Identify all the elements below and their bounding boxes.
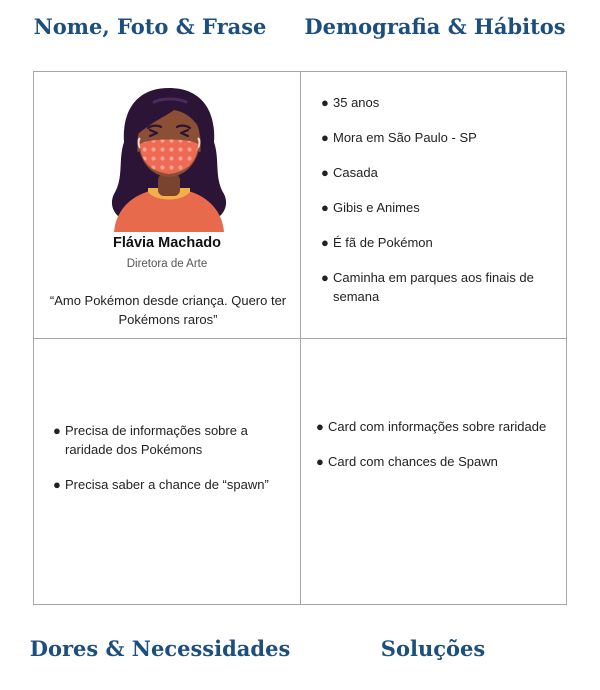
bullet-icon: ● [316,454,324,469]
solutions-list [316,417,556,487]
persona-quote: “Amo Pokémon desde criança. Quero ter Pokémons raros” [49,293,287,327]
cell-solutions [301,339,567,605]
persona-avatar [104,82,234,232]
bullet-icon: ● [321,200,329,215]
bullet-icon: ● [53,477,61,492]
list-item: ● Card com informações sobre raridade [316,419,547,434]
cell-name-photo-quote [34,72,300,338]
heading-pains-needs: Dores & Necessidades [29,636,291,661]
persona-role: Diretora de Arte [126,258,208,270]
bullet-icon: ● [53,423,61,438]
list-item: ● Mora em São Paulo - SP [321,130,477,145]
bullet-icon: ● [321,95,329,110]
bullet-icon: ● [321,165,329,180]
list-item: ● Gibis e Animes [321,200,420,215]
bullet-icon: ● [321,235,329,250]
list-item: ● Precisa de informações sobre a raridade dos Pokémons [53,423,248,457]
cell-pains-needs [34,339,300,605]
list-item: ● Precisa saber a chance de “spawn” [53,477,269,492]
list-item: ● 35 anos [321,95,380,110]
bullet-icon: ● [321,130,329,145]
list-item: ● É fã de Pokémon [321,235,433,250]
pains-list [53,421,293,510]
heading-name-photo-quote: Nome, Foto & Frase [33,14,267,39]
persona-name: Flávia Machado [113,235,221,251]
list-item: ● Caminha em parques aos finais de semana [321,270,534,304]
heading-demographics-habits: Demografia & Hábitos [304,14,566,39]
list-item: ● Card com chances de Spawn [316,454,498,469]
cell-demographics-habits [301,72,567,338]
list-item: ● Casada [321,165,378,180]
bullet-icon: ● [316,419,324,434]
heading-solutions: Soluções [380,636,486,661]
persona-grid [33,71,567,605]
bullet-icon: ● [321,270,329,285]
demographics-list [321,93,561,322]
